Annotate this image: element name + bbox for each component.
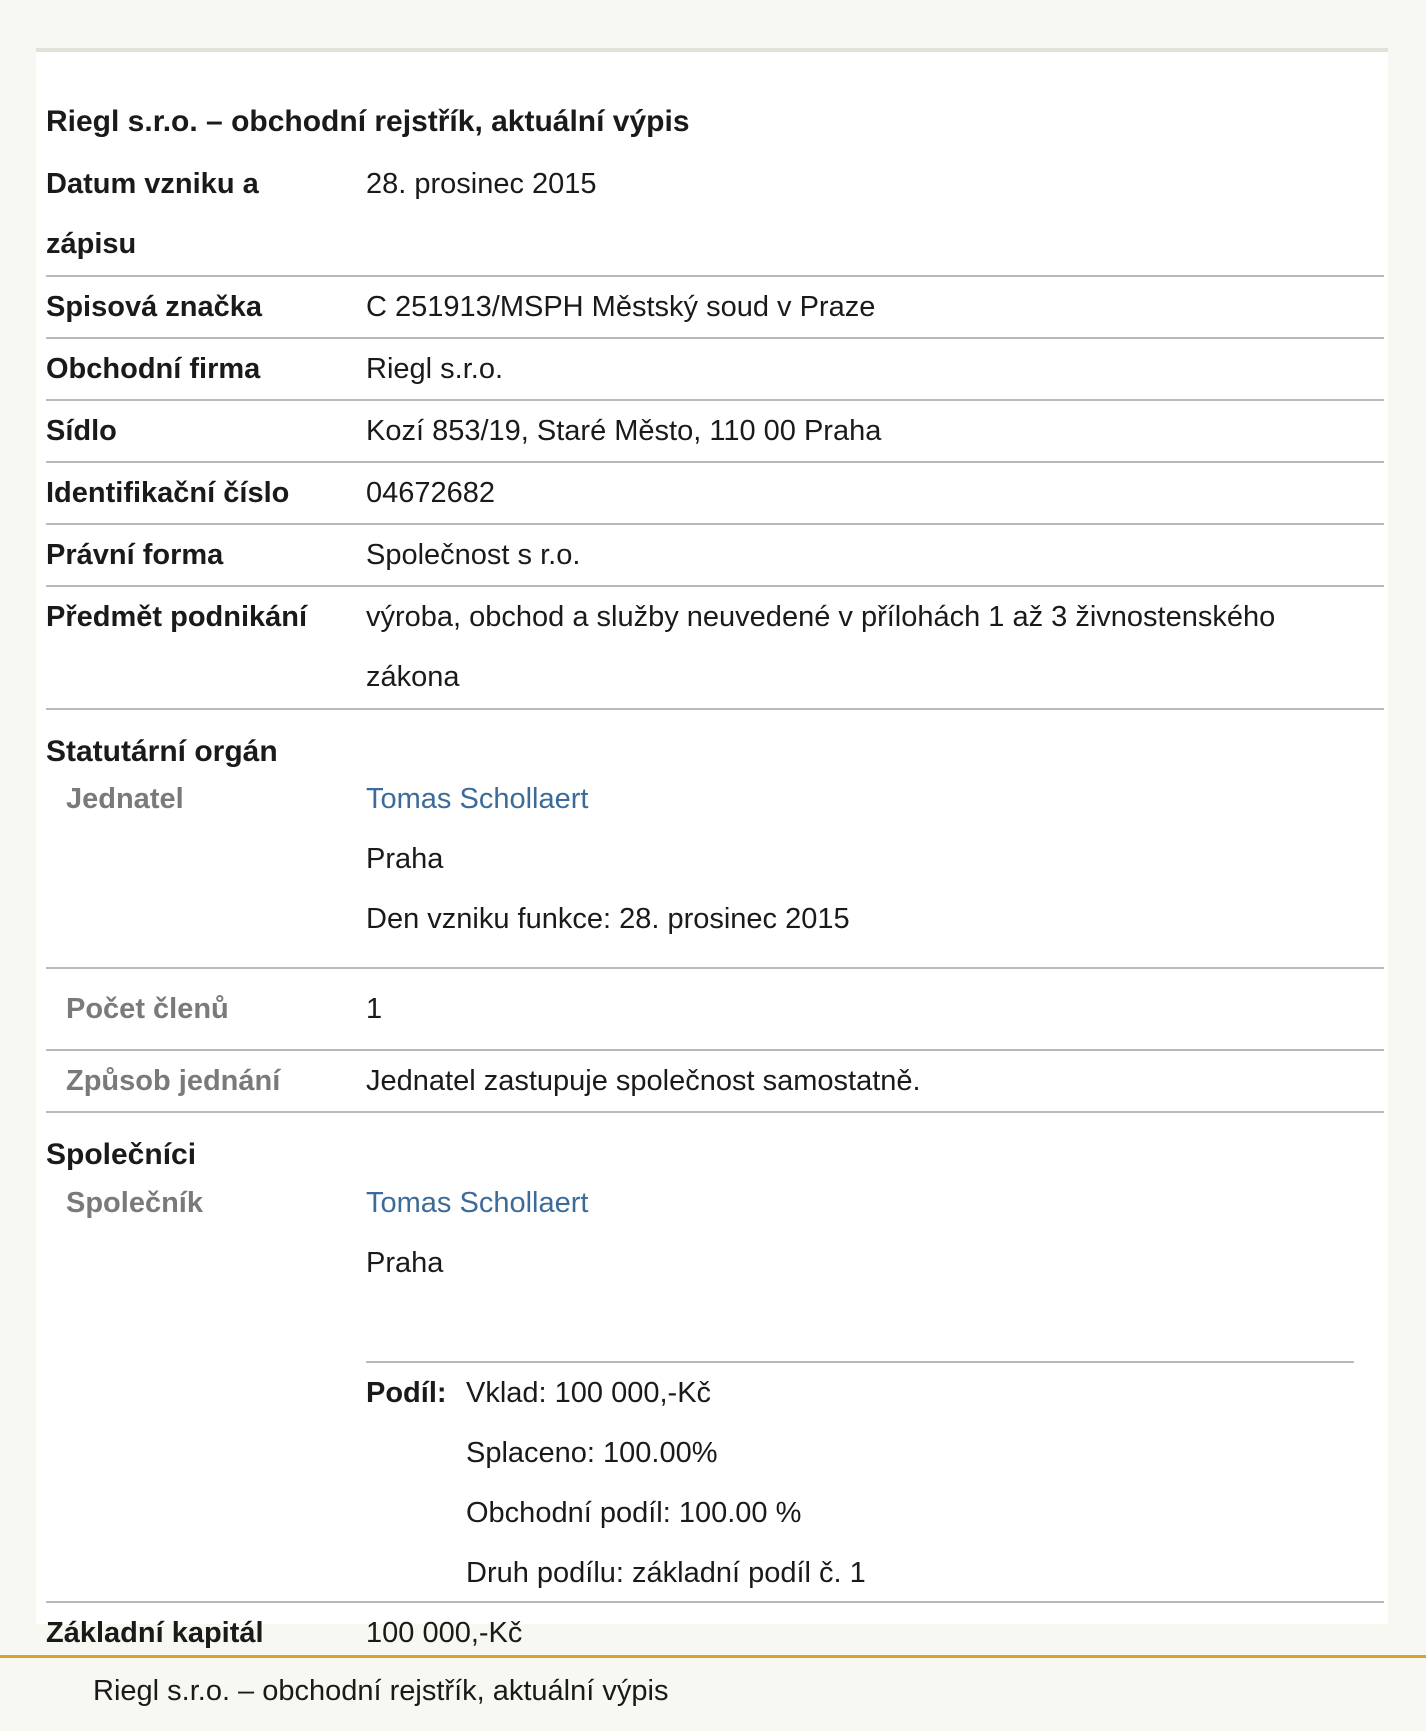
kapital-value: 100 000,-Kč [366,1617,523,1649]
row-pravni-forma [46,525,1384,587]
row-zpusob-jednani [46,1051,1384,1113]
zpusob-value: Jednatel zastupuje společnost samostatně. [366,1065,921,1097]
register-extract-card [36,48,1388,1649]
row-predmet-podnikani [46,587,1384,710]
row-spolecnik [46,1173,1384,1603]
row-value [366,769,1376,949]
row-value [366,587,1376,707]
row-label: Právní forma [46,539,224,571]
function-start: Den vzniku funkce: 28. prosinec 2015 [366,903,850,935]
row-label: Obchodní firma [46,353,261,385]
row-label: Způsob jednání [66,1065,281,1097]
predmet-value-line: zákona [366,661,460,693]
row-value [366,1603,1376,1663]
row-label: Datum vzniku a zápisu [46,168,259,260]
row-label: Společník [66,1187,203,1219]
row-label: Předmět podnikání [46,601,308,633]
share-business: Obchodní podíl: 100.00 % [466,1497,802,1529]
footer-title[interactable]: Riegl s.r.o. – obchodní rejstřík, aktuální výpis [93,1675,669,1707]
sidlo-value: Kozí 853/19, Staré Město, 110 00 Praha [366,415,882,447]
row-label: Identifikační číslo [46,477,290,509]
row-jednatel [46,769,1384,969]
row-spisova-znacka [46,277,1384,339]
pravni-value: Společnost s r.o. [366,539,581,571]
row-value [366,339,1376,399]
person-link[interactable]: Tomas Schollaert [366,783,589,815]
row-label: Jednatel [66,783,184,815]
row-sidlo [46,401,1384,463]
page-title: Riegl s.r.o. – obchodní rejstřík, aktuální výpis [46,105,690,138]
row-value [366,401,1376,461]
share-details [366,1361,1354,1603]
row-value [366,979,1376,1039]
share-paid: Splaceno: 100.00% [466,1437,718,1469]
row-label: Počet členů [66,993,229,1025]
row-ico [46,463,1384,525]
share-label: Podíl: [366,1377,447,1409]
row-value [366,525,1376,585]
person-city: Praha [366,843,444,875]
row-datum-vzniku [46,154,1384,277]
ico-value: 04672682 [366,477,496,509]
firma-value: Riegl s.r.o. [366,353,503,385]
datum-value: 28. prosinec 2015 [366,168,597,200]
share-values [466,1363,866,1603]
predmet-value-line: výroba, obchod a služby neuvedené v přílohách 1 až 3 živnostenského [366,601,1276,633]
section-heading-statutarni: Statutární orgán [46,735,278,768]
row-label: Sídlo [46,415,117,447]
row-label: Základní kapitál [46,1617,264,1649]
row-value [366,154,1376,214]
footer-bar [0,1655,1426,1731]
row-pocet-clenu [46,969,1384,1051]
share-type: Druh podílu: základní podíl č. 1 [466,1557,866,1589]
row-label: Spisová značka [46,291,262,323]
row-value [366,1173,1376,1293]
person-link[interactable]: Tomas Schollaert [366,1187,589,1219]
row-value [366,277,1376,337]
section-heading-spolecnici: Společníci [46,1138,197,1171]
share-deposit: Vklad: 100 000,-Kč [466,1377,712,1409]
person-city: Praha [366,1247,444,1279]
pocet-value: 1 [366,993,383,1025]
spisova-value: C 251913/MSPH Městský soud v Praze [366,291,876,323]
row-value [366,463,1376,523]
row-obchodni-firma [46,339,1384,401]
row-value [366,1051,1376,1111]
